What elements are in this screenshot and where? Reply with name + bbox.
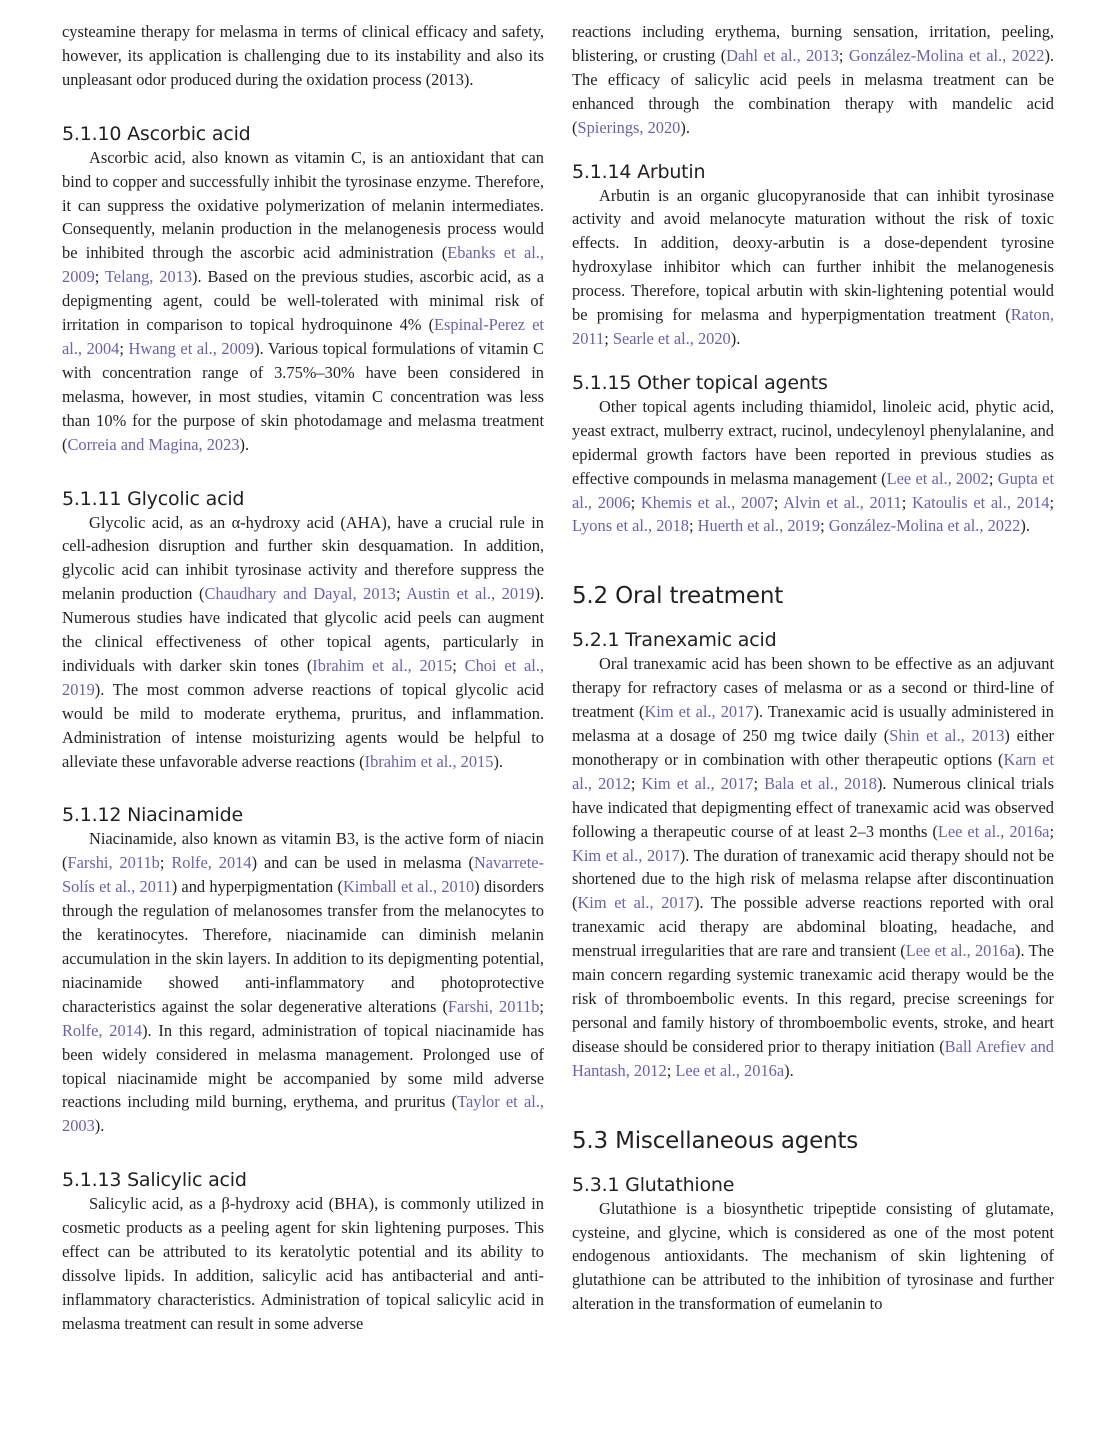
citation-link[interactable]: Lyons et al., 2018 <box>572 516 689 536</box>
citation-link[interactable]: Alvin et al., 2011 <box>783 492 902 512</box>
citation-link[interactable]: Gupta et al., 2006 <box>572 468 1055 512</box>
citation-link[interactable]: Dahl et al., 2013 <box>726 45 839 65</box>
citation-link[interactable]: Farshi, 2011b <box>447 996 540 1016</box>
citation-link[interactable]: González-Molina et al., 2022 <box>828 516 1021 536</box>
heading-glutathione: 5.3.1 Glutathione <box>572 1173 735 1196</box>
paragraph-ascorbic-acid: Ascorbic acid, also known as vitamin C, is an antioxidant that can bind to copper and successfully inhibit the tyrosinase enzyme. Therefore, it can suppress the oxidative polymerization of melanin intermediates. Consequently, melanin production in the melanogenesis process would be inhibited through the ascorbic acid administration (Ebanks et al., 2009; Telang, 2013). Based on the previous studies, ascorbic acid, as a depigmenting agent, could be well-tolerated with minimal risk of irritation in comparison to topical hydroquinone 4% (Espinal-Perez et al., 2004; Hwang et al., 2009). Various topical formulations of vitamin C with concentration range of 3.75%–30% have been considered in melasma, however, in most studies, vitamin C concentration was less than 10% for the purpose of skin photodamage and melasma treatment (Correia and Magina, 2023). <box>62 147 544 454</box>
heading-glycolic-acid: 5.1.11 Glycolic acid <box>62 487 245 510</box>
paragraph-salicylic-acid: Salicylic acid, as a β-hydroxy acid (BHA), is commonly utilized in cosmetic products as a peeling agent for skin lightening purposes. This effect can be attributed to its keratolytic potential and its ability to dissolve lipids. In addition, salicylic acid has antibacterial and anti-inflammatory characteristics. Administration of topical salicylic acid in melasma treatment can result in some adverse <box>62 1194 544 1333</box>
citation-link[interactable]: Espinal-Perez et al., 2004 <box>62 315 544 358</box>
citation-link[interactable]: Kim et al., 2017 <box>572 845 680 865</box>
citation-link[interactable]: Shin et al., 2013 <box>889 726 1005 746</box>
citation-link[interactable]: Austin et al., 2019 <box>406 584 535 604</box>
citation-link[interactable]: Searle et al., 2020 <box>612 328 731 348</box>
paragraph-glutathione: Glutathione is a biosynthetic tripeptide consisting of glutamate, cysteine, and glycine, which is considered as one of the most potent endogenous antioxidants. The mechanism of skin lightening of glutathione can be attributed to the inhibition of tyrosinase and further alteration in the transformation of eumelanin to <box>572 1198 1054 1314</box>
citation-link[interactable]: Chaudhary and Dayal, 2013 <box>204 584 396 604</box>
citation-link[interactable]: Correia and Magina, 2023 <box>67 434 240 454</box>
citation-link[interactable]: Lee et al., 2016a <box>675 1060 785 1080</box>
citation-link[interactable]: Telang, 2013 <box>104 267 193 287</box>
citation-link[interactable]: Ebanks et al., 2009 <box>62 243 544 287</box>
heading-salicylic-acid: 5.1.13 Salicylic acid <box>62 1169 247 1192</box>
citation-link[interactable]: Ball Arefiev and Hantash, 2012 <box>572 1036 1054 1080</box>
paragraph-niacinamide: Niacinamide, also known as vitamin B3, is the active form of niacin (Farshi, 2011b; Rolfe, 2014) and can be used in melasma (Navarrete-Solís et al., 2011) and hyperpigmentation (Kimball et al., 2010) disorders through the regulation of melanosomes transfer from the melanocytes to the keratinocytes. Therefore, niacinamide can diminish melanin accumulation in the skin layers. In addition to its depigmenting potential, niacinamide showed anti-inflammatory and photoprotective characteristics against the solar degenerative alterations (Farshi, 2011b; Rolfe, 2014). In this regard, administration of topical niacinamide has been widely considered in melasma management. Prolonged use of topical niacinamide might be accompanied by some mild adverse reactions including mild burning, erythema, and pruritus (Taylor et al., 2003). <box>62 829 544 1136</box>
paragraph-cysteamine-continued: cysteamine therapy for melasma in terms of clinical efficacy and safety, however, its application is challenging due to its instability and also its unpleasant odor produced during the oxidation process (2013). <box>62 22 544 89</box>
citation-link[interactable]: Ibrahim et al., 2015 <box>312 655 453 675</box>
citation-link[interactable]: Lee et al., 2002 <box>886 468 989 488</box>
right-column <box>572 20 1054 1316</box>
citation-link[interactable]: Spierings, 2020 <box>577 117 681 137</box>
citation-link[interactable]: Ibrahim et al., 2015 <box>364 751 494 771</box>
heading-tranexamic-acid: 5.2.1 Tranexamic acid <box>572 629 777 652</box>
left-column <box>62 20 544 1336</box>
citation-link[interactable]: Taylor et al., 2003 <box>62 1092 544 1136</box>
heading-oral-treatment: 5.2 Oral treatment <box>572 583 784 610</box>
citation-link[interactable]: Kim et al., 2017 <box>577 893 694 913</box>
citation-link[interactable]: González-Molina et al., 2022 <box>848 45 1045 65</box>
heading-niacinamide: 5.1.12 Niacinamide <box>62 804 243 827</box>
heading-miscellaneous-agents: 5.3 Miscellaneous agents <box>572 1127 859 1154</box>
heading-other-topical-agents: 5.1.15 Other topical agents <box>572 371 828 394</box>
citation-link[interactable]: Rolfe, 2014 <box>171 853 252 873</box>
paragraph-tranexamic-acid: Oral tranexamic acid has been shown to be effective as an adjuvant therapy for refractory cases of melasma or as a second or third-line of treatment (Kim et al., 2017). Tranexamic acid is usually administered in melasma at a dosage of 250 mg twice daily (Shin et al., 2013) either monotherapy or in combination with other therapeutic options (Karn et al., 2012; Kim et al., 2017; Bala et al., 2018). Numerous clinical trials have indicated that depigmenting effect of tranexamic acid was observed following a therapeutic course of at least 2–3 months (Lee et al., 2016a; Kim et al., 2017). The duration of tranexamic acid therapy should not be shortened due to the high risk of melasma relapse after discontinuation (Kim et al., 2017). The possible adverse reactions reported with oral tranexamic acid therapy are abdominal bloating, headache, and menstrual irregularities that are rare and transient (Lee et al., 2016a). The main concern regarding systemic tranexamic acid therapy would be the risk of thromboembolic events. In this regard, precise screenings for personal and family history of thromboembolic events, stroke, and heart disease should be considered prior to therapy initiation (Ball Arefiev and Hantash, 2012; Lee et al., 2016a). <box>572 654 1054 1080</box>
citation-link[interactable]: Hwang et al., 2009 <box>128 338 255 358</box>
citation-link[interactable]: Choi et al., 2019 <box>62 655 544 699</box>
citation-link[interactable]: Kimball et al., 2010 <box>342 877 475 897</box>
citation-link[interactable]: Kim et al., 2017 <box>641 773 754 793</box>
citation-link[interactable]: Lee et al., 2016a <box>937 821 1050 841</box>
paragraph-arbutin: Arbutin is an organic glucopyranoside that can inhibit tyrosinase activity and avoid melanocyte maturation without the risk of toxic effects. In addition, deoxy-arbutin is a dose-dependent tyrosine hydroxylase inhibitor which can further inhibit the melanogenesis process. Therefore, topical arbutin with skin-lightening potential would be promising for melasma and hyperpigmentation treatment (Raton, 2011; Searle et al., 2020). <box>572 185 1054 348</box>
heading-arbutin: 5.1.14 Arbutin <box>572 160 706 183</box>
paragraph-salicylic-acid-continued: reactions including erythema, burning sensation, irritation, peeling, blistering, or crusting (Dahl et al., 2013; González-Molina et al., 2022). The efficacy of salicylic acid peels in melasma treatment can be enhanced through the combination therapy with mandelic acid (Spierings, 2020). <box>572 22 1054 137</box>
paragraph-other-topical-agents: Other topical agents including thiamidol, linoleic acid, phytic acid, yeast extract, mulberry extract, rucinol, undecylenoyl phenylalanine, and epidermal growth factors have been reported in previous studies as effective compounds in melasma management (Lee et al., 2002; Gupta et al., 2006; Khemis et al., 2007; Alvin et al., 2011; Katoulis et al., 2014; Lyons et al., 2018; Huerth et al., 2019; González-Molina et al., 2022). <box>572 396 1055 536</box>
citation-link[interactable]: Navarrete-Solís et al., 2011 <box>62 853 544 897</box>
citation-link[interactable]: Huerth et al., 2019 <box>697 516 821 536</box>
citation-link[interactable]: Raton, 2011 <box>572 305 1054 348</box>
citation-link[interactable]: Lee et al., 2016a <box>905 941 1015 961</box>
citation-link[interactable]: Rolfe, 2014 <box>62 1020 143 1040</box>
citation-link[interactable]: Bala et al., 2018 <box>764 773 877 793</box>
citation-link[interactable]: Karn et al., 2012 <box>572 749 1054 793</box>
paragraph-glycolic-acid: Glycolic acid, as an α-hydroxy acid (AHA), have a crucial rule in cell-adhesion disruption and further skin desquamation. In addition, glycolic acid can inhibit tyrosinase activity and therefore suppress the melanin production (Chaudhary and Dayal, 2013; Austin et al., 2019). Numerous studies have indicated that glycolic acid peels can augment the clinical effectiveness of other topical agents, particularly in individuals with darker skin tones (Ibrahim et al., 2015; Choi et al., 2019). The most common adverse reactions of topical glycolic acid would be mild to moderate erythema, pruritus, and inflammation. Administration of intense moisturizing agents would be helpful to alleviate these unfavorable adverse reactions (Ibrahim et al., 2015). <box>62 512 545 771</box>
citation-link[interactable]: Kim et al., 2017 <box>644 702 754 722</box>
citation-link[interactable]: Katoulis et al., 2014 <box>912 492 1050 512</box>
citation-link[interactable]: Farshi, 2011b <box>67 853 160 873</box>
citation-link[interactable]: Khemis et al., 2007 <box>640 492 774 512</box>
heading-ascorbic-acid: 5.1.10 Ascorbic acid <box>62 122 251 145</box>
